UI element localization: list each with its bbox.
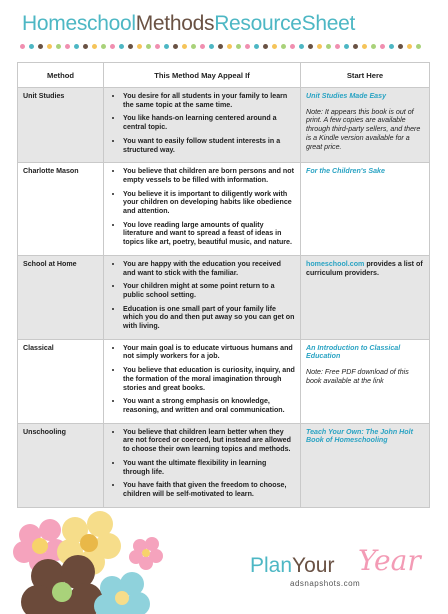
title-part-homeschool: Homeschool (22, 12, 136, 35)
decorative-dot (263, 44, 268, 49)
decorative-dot (326, 44, 331, 49)
appeal-bullet: • You want the ultimate flexibility in learning through life. (123, 459, 295, 476)
resource-link[interactable]: For the Children's Sake (306, 167, 385, 176)
decorative-dot (119, 44, 124, 49)
decorative-dot (47, 44, 52, 49)
decorative-dot (380, 44, 385, 49)
method-name: Unit Studies (18, 88, 104, 163)
decorative-dot (56, 44, 61, 49)
page-title (22, 12, 355, 36)
decorative-dot (398, 44, 403, 49)
appeal-bullet: • You believe that education is curiosity, inquiry, and the formation of the moral imagination through stories and great books. (123, 366, 295, 392)
appeal-cell (104, 423, 301, 507)
decorative-dot (137, 44, 142, 49)
table-row (18, 255, 430, 339)
appeal-bullet: • You desire for all students in your family to learn the same topic at the same time. (123, 92, 295, 109)
small-pink-flower-icon (129, 537, 163, 570)
header-start-here: Start Here (301, 63, 430, 88)
resource-link[interactable]: Teach Your Own: The John Holt Book of Homeschooling (306, 427, 413, 445)
decorative-dot (317, 44, 322, 49)
decorative-dot (20, 44, 25, 49)
start-here-cell (301, 163, 430, 256)
appeal-bullet: • You believe that children learn better when they are not forced or coerced, but instead are allowed to choose their own learning topics and methods. (123, 428, 295, 454)
decorative-dot (65, 44, 70, 49)
methods-table (17, 62, 430, 508)
decorative-dot (191, 44, 196, 49)
decorative-dot (254, 44, 259, 49)
appeal-cell (104, 339, 301, 423)
decorative-dot (308, 44, 313, 49)
decorative-dot (407, 44, 412, 49)
appeal-bullet: • Your main goal is to educate virtuous humans and not simply workers for a job. (123, 344, 295, 361)
decorative-dot (227, 44, 232, 49)
resource-link[interactable]: Unit Studies Made Easy (306, 92, 387, 100)
appeal-cell (104, 163, 301, 256)
logo-plan-your (250, 554, 334, 578)
decorative-dot (353, 44, 358, 49)
appeal-bullet: • You have faith that given the freedom to choose, children will be self-motivated to learn. (123, 481, 295, 498)
resource-link[interactable]: An Introduction to Classical Education (306, 343, 401, 361)
decorative-dot (272, 44, 277, 49)
logo-your: Your (292, 554, 335, 577)
resource-description: provides a list of curriculum providers. (306, 259, 423, 277)
decorative-dot (344, 44, 349, 49)
appeal-list (109, 92, 295, 154)
decorative-dot (74, 44, 79, 49)
method-name: Charlotte Mason (18, 163, 104, 256)
decorative-dot (110, 44, 115, 49)
decorative-dot (218, 44, 223, 49)
resource-note: Note: It appears this book is out of print. A few copies are available through third-party sellers, and there is a Kindle version available for a great price. (306, 107, 421, 151)
decorative-dot (173, 44, 178, 49)
decorative-dot (200, 44, 205, 49)
appeal-bullet: • You believe it is important to diligently work with your children on developing habits like obedience and attention. (123, 190, 295, 216)
method-name: Unschooling (18, 423, 104, 507)
start-here-cell (301, 88, 430, 163)
site-url[interactable]: adsnapshots.com (290, 579, 361, 588)
appeal-list (109, 167, 295, 247)
logo-year: Year (358, 544, 421, 577)
teal-flower-icon (94, 572, 150, 614)
title-part-methods: Methods (135, 12, 215, 35)
decorative-dot (38, 44, 43, 49)
header-appeal: This Method May Appeal If (104, 63, 301, 88)
decorative-dot (101, 44, 106, 49)
table-row (18, 339, 430, 423)
appeal-list (109, 344, 295, 415)
appeal-bullet: • You want a strong emphasis on knowledge, reasoning, and written and oral communication. (123, 397, 295, 414)
appeal-bullet: • You believe that children are born persons and not empty vessels to be filled with information. (123, 167, 295, 184)
decorative-dot (83, 44, 88, 49)
decorative-dot (416, 44, 421, 49)
start-here-cell (301, 339, 430, 423)
resource-note: Note: Free PDF download of this book available at the link (306, 368, 409, 385)
appeal-bullet: • You want to easily follow student interests in a structured way. (123, 137, 295, 154)
table-row (18, 163, 430, 256)
decorative-dot (146, 44, 151, 49)
decorative-dot (362, 44, 367, 49)
appeal-bullet: • You are happy with the education you received and want to stick with the familiar. (123, 260, 295, 277)
decorative-dot (29, 44, 34, 49)
decorative-dot (92, 44, 97, 49)
start-here-cell (301, 423, 430, 507)
decorative-dot (290, 44, 295, 49)
decorative-dot (182, 44, 187, 49)
appeal-bullet: • Education is one small part of your family life which you do and then put away so you can get on with living. (123, 305, 295, 331)
title-part-resource-sheet: ResourceSheet (214, 12, 356, 35)
appeal-list (109, 260, 295, 331)
decorative-dot (335, 44, 340, 49)
table-row (18, 88, 430, 163)
decorative-dot (281, 44, 286, 49)
decorative-dot (209, 44, 214, 49)
method-name: Classical (18, 339, 104, 423)
appeal-list (109, 428, 295, 499)
start-here-cell (301, 255, 430, 339)
appeal-cell (104, 88, 301, 163)
table-row (18, 423, 430, 507)
decorative-dot (389, 44, 394, 49)
flower-decoration (0, 500, 200, 614)
decorative-dot (371, 44, 376, 49)
table-header-row (18, 63, 430, 88)
header-method: Method (18, 63, 104, 88)
appeal-cell (104, 255, 301, 339)
appeal-bullet: • You love reading large amounts of quality literature and want to spread a feast of ideas in topics like art, poetry, beautiful music, and nature. (123, 221, 295, 247)
plan-your-year-logo (250, 544, 421, 592)
decorative-dot-border (20, 44, 430, 52)
decorative-dot (299, 44, 304, 49)
decorative-dot (245, 44, 250, 49)
resource-link[interactable]: homeschool.com (306, 259, 365, 268)
decorative-dot (128, 44, 133, 49)
decorative-dot (236, 44, 241, 49)
decorative-dot (155, 44, 160, 49)
decorative-dot (164, 44, 169, 49)
appeal-bullet: • Your children might at some point return to a public school setting. (123, 282, 295, 299)
method-name: School at Home (18, 255, 104, 339)
appeal-bullet: • You like hands-on learning centered around a central topic. (123, 114, 295, 131)
logo-plan: Plan (250, 554, 293, 577)
